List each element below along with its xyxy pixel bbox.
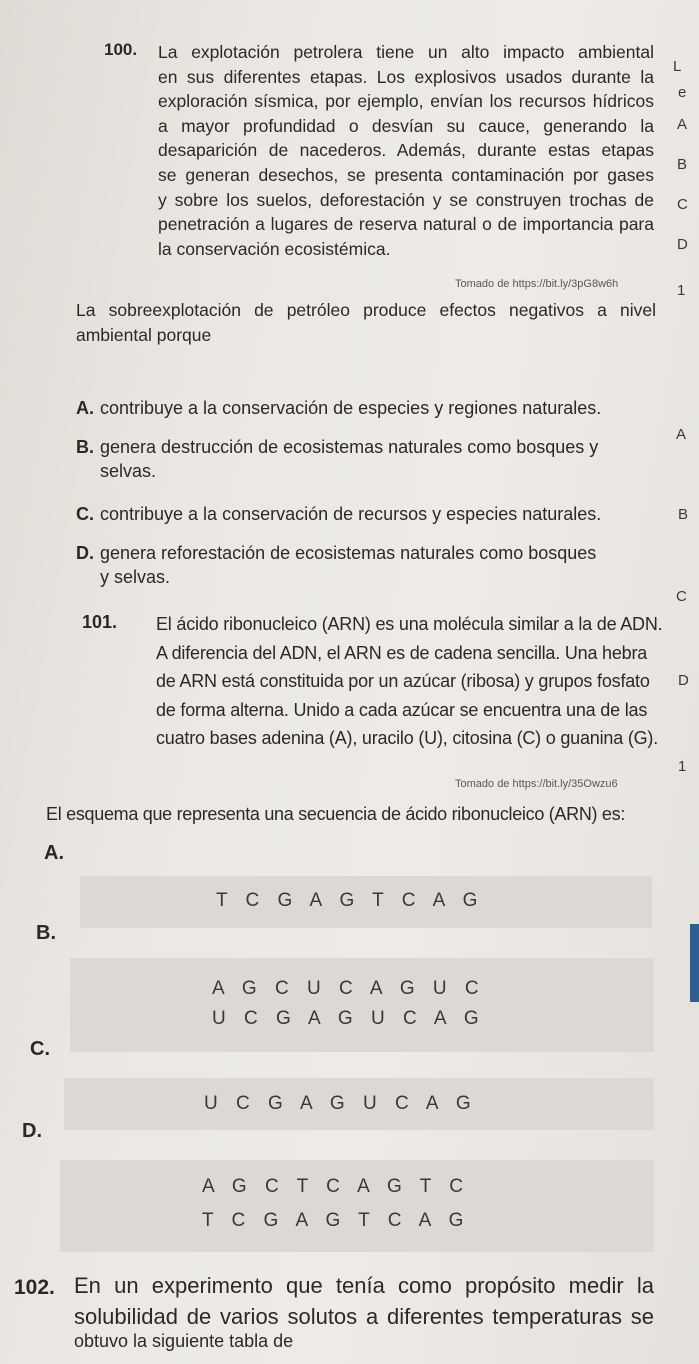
- margin-tab: [690, 924, 699, 1002]
- q100-line: exploración sísmica, por ejemplo, envían los recursos hídricos: [158, 91, 654, 112]
- rna-sequence-row: T C G A G T C A G: [216, 890, 478, 911]
- q100-question: [76, 298, 656, 347]
- q100-option-a[interactable]: [76, 396, 601, 420]
- margin-fragment: A: [677, 116, 688, 133]
- option-letter: B.: [76, 437, 94, 457]
- q101-question-line: El esquema que representa una secuencia de ácido ribonucleico (ARN) es:: [46, 804, 626, 824]
- q101-option-c-label[interactable]: C.: [30, 1038, 50, 1060]
- q102-passage: [74, 1270, 654, 1357]
- option-text: y selvas.: [100, 567, 171, 587]
- q101-line: A diferencia del ADN, el ARN es de cadena sencilla. Una hebra: [156, 642, 648, 663]
- margin-fragment: 1: [677, 282, 686, 299]
- option-text: genera destrucción de ecosistemas naturales como bosques y: [100, 437, 599, 457]
- option-text: contribuye a la conservación de especies y regiones naturales.: [100, 398, 602, 418]
- q100-line: penetración a lugares de reserva natural o de importancia para: [158, 214, 654, 235]
- q100-question-line: La sobreexplotación de petróleo produce efectos negativos a nivel: [76, 300, 656, 320]
- option-letter: D.: [76, 543, 94, 563]
- option-text: genera reforestación de ecosistemas naturales como bosques: [100, 543, 597, 563]
- q102-line: En un experimento que tenía como propósito medir la: [74, 1273, 654, 1298]
- q100-option-b[interactable]: [76, 435, 598, 483]
- option-letter: A.: [76, 398, 94, 418]
- q100-option-d[interactable]: [76, 541, 596, 589]
- q100-line: en sus diferentes etapas. Los explosivos usados durante la: [158, 66, 654, 87]
- option-letter: C.: [76, 504, 94, 524]
- q101-line: de ARN está constituida por un azúcar (ribosa) y grupos fosfato: [156, 671, 650, 692]
- q100-line: se generan desechos, se presenta contaminación por gases: [158, 164, 654, 185]
- q100-source: Tomado de https://bit.ly/3pG8w6h: [455, 278, 619, 290]
- margin-fragment: C: [676, 588, 687, 605]
- q101-option-d-label[interactable]: D.: [22, 1120, 42, 1142]
- q101-option-c-sequence[interactable]: [64, 1078, 654, 1130]
- q101-question: [46, 802, 625, 827]
- margin-fragment: 1: [678, 758, 687, 775]
- option-text: contribuye a la conservación de recursos y especies naturales.: [100, 504, 602, 524]
- margin-fragment: e: [678, 84, 687, 101]
- margin-fragment: B: [678, 506, 689, 523]
- q100-question-line: ambiental porque: [76, 324, 212, 345]
- q101-line: de forma alterna. Unido a cada azúcar se encuentra una de las: [156, 699, 648, 720]
- margin-fragment: A: [676, 426, 687, 443]
- option-text: selvas.: [100, 461, 157, 481]
- q101-source: Tomado de https://bit.ly/35Owzu6: [455, 778, 618, 790]
- q101-option-a-label[interactable]: A.: [44, 842, 64, 864]
- q101-option-b-label[interactable]: B.: [36, 922, 56, 944]
- q102-line: solubilidad de varios solutos a diferentes temperaturas se: [74, 1304, 654, 1329]
- margin-fragment: B: [677, 156, 688, 173]
- q101-line: cuatro bases adenina (A), uracilo (U), citosina (C) o guanina (G).: [156, 728, 659, 749]
- question-number-102: 102.: [14, 1276, 55, 1299]
- q100-line: y sobre los suelos, deforestación y se construyen trochas de: [158, 189, 654, 210]
- q100-line: la conservación ecosistémica.: [158, 238, 391, 259]
- q101-line: El ácido ribonucleico (ARN) es una molécula similar a la de ADN.: [156, 614, 663, 634]
- q101-passage: [156, 610, 663, 753]
- q100-option-c[interactable]: [76, 502, 601, 526]
- rna-sequence-row: U C G A G U C A G: [212, 1008, 479, 1029]
- q101-option-b-sequence[interactable]: [70, 958, 654, 1052]
- margin-fragment: L: [673, 58, 682, 75]
- q101-option-d-sequence[interactable]: [60, 1160, 654, 1252]
- q100-passage: [158, 40, 654, 261]
- rna-sequence-row: A G C T C A G T C: [202, 1176, 463, 1197]
- q100-line: a mayor profundidad o desvían su cauce, generando la: [158, 115, 654, 136]
- q100-line: desaparición de nacederos. Además, durante estas etapas: [158, 140, 654, 161]
- q102-line: obtuvo la siguiente tabla de: [74, 1331, 294, 1351]
- margin-fragment: D: [678, 672, 689, 689]
- question-number-100: 100.: [104, 40, 138, 59]
- rna-sequence-row: T C G A G T C A G: [202, 1210, 464, 1231]
- rna-sequence-row: A G C U C A G U C: [212, 978, 479, 999]
- q101-option-a-sequence[interactable]: [80, 876, 652, 928]
- margin-fragment: C: [677, 196, 688, 213]
- margin-fragment: D: [677, 236, 688, 253]
- rna-sequence-row: U C G A G U C A G: [204, 1093, 471, 1114]
- question-number-101: 101.: [82, 612, 118, 632]
- q100-line: La explotación petrolera tiene un alto impacto ambiental: [158, 42, 654, 62]
